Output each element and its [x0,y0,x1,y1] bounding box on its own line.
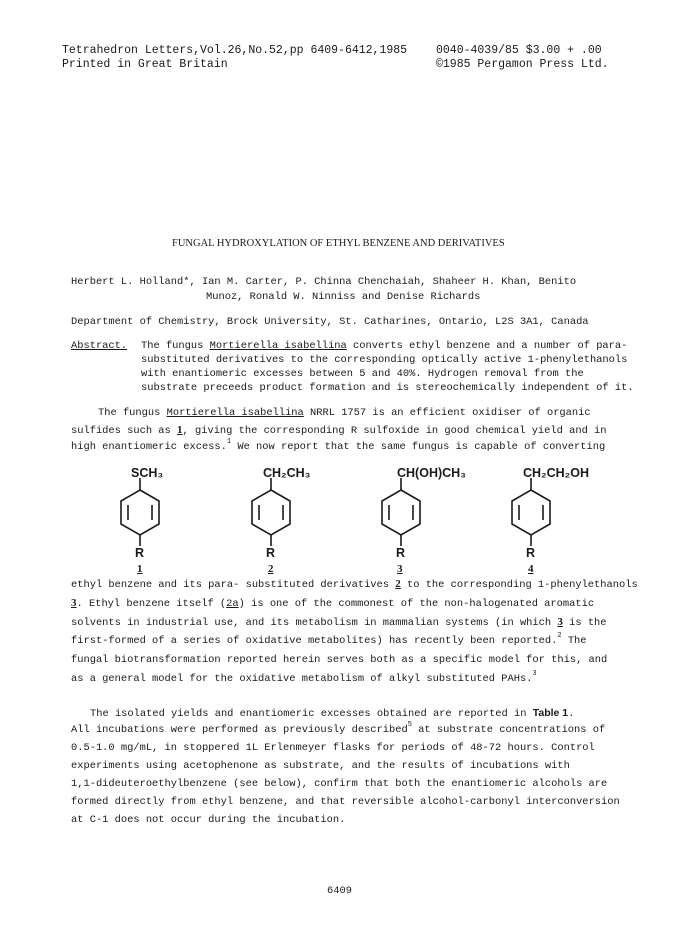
para-text: We now report that the same fungus is capable of converting [231,441,606,453]
para-text: ethyl benzene and its para- substituted derivatives [71,579,396,591]
para2-line-6 [71,670,537,685]
page-number: 6409 [327,885,352,897]
compound-number: 1 [177,424,183,436]
para-text: The fungus [98,407,167,419]
structure-2-group: CH₂CH₃ [263,466,311,480]
structure-2-substituent: R [266,546,276,560]
para3-line-4: experiments using acetophenone as substrate, and the results of incubations with [71,760,570,772]
benzene-ring-3 [382,478,420,546]
para-text: ) is one of the commonest of the non-halogenated aromatic [238,598,595,610]
para2-line-3 [71,616,607,629]
benzene-ring-4 [512,478,550,546]
compound-number: 3 [557,616,563,628]
para3-line-6: formed directly from ethyl benzene, and that reversible alcohol-carbonyl interconversion [71,796,620,808]
para2-line-5: fungal biotransformation reported herein serves both as a specific model for this, and [71,654,608,666]
affiliation: Department of Chemistry, Brock University, St. Catharines, Ontario, L2S 3A1, Canada [71,316,589,328]
structure-3-number: 3 [397,563,403,575]
para3-line-5: 1,1-dideuteroethylbenzene (see below), confirm that both the enantiomeric alcohols are [71,778,608,790]
abstract-label [71,340,127,352]
organism-name: Mortierella isabellina [166,407,304,419]
para3-line-1 [90,707,574,720]
abstract-line-4: substrate preceeds product formation and is stereochemically independent of it. [141,382,634,394]
para1-line-1 [98,407,591,419]
copyright: ©1985 Pergamon Press Ltd. [436,58,609,71]
abstract-label-text: Abstract. [71,340,128,352]
abstract-line-2: substituted derivatives to the corresponding optically active 1-phenylethanols [141,354,628,366]
abstract-text: The fungus [141,340,210,352]
structure-1-number: 1 [137,563,143,575]
issn-price: 0040-4039/85 $3.00 + .00 [436,44,602,57]
authors-line-1: Herbert L. Holland*, Ian M. Carter, P. Chinna Chenchaiah, Shaheer H. Khan, Benito [71,276,577,288]
journal-citation: Tetrahedron Letters,Vol.26,No.52,pp 6409-6412,1985 [62,44,408,57]
para1-line-3 [71,438,606,453]
abstract-text: converts ethyl benzene and a number of para- [346,340,628,352]
para-text: first-formed of a series of oxidative metabolites) has recently been reported. [71,635,558,647]
para3-line-3: 0.5-1.0 mg/mL, in stoppered 1L Erlenmeyer flasks for periods of 48-72 hours. Control [71,742,595,754]
para-text: , giving the corresponding R sulfoxide in good chemical yield and in [182,425,607,437]
para-text: is the [562,617,607,629]
reference-superscript: 2 [557,632,562,640]
reference-superscript: 3 [532,670,537,678]
structure-1-group: SCH₃ [131,466,164,480]
benzene-rings [0,478,680,550]
reference-superscript: 5 [407,721,412,729]
structure-1-substituent: R [135,546,145,560]
para-text: NRRL 1757 is an efficient oxidiser of organic [303,407,591,419]
compound-number: 2a [226,598,239,610]
paper-title: FUNGAL HYDROXYLATION OF ETHYL BENZENE AND DERIVATIVES [172,238,505,249]
para-text: at substrate concentrations of [411,724,606,736]
para-text: solvents in industrial use, and its metabolism in mammalian systems (in which [71,617,558,629]
compound-number: 2 [395,578,401,590]
structure-4-number: 4 [528,563,534,575]
organism-name: Mortierella isabellina [209,340,347,352]
para3-line-2 [71,721,606,736]
para-text: high enantiomeric excess. [71,441,227,453]
para-text: The isolated yields and enantiomeric excesses obtained are reported in [90,708,533,720]
para3-line-7: at C-1 does not occur during the incubation. [71,814,346,826]
para2-line-2 [71,597,594,610]
para-text: All incubations were performed as previously described [71,724,408,736]
structure-4-group: CH₂CH₂OH [523,466,589,480]
para-text: to the corresponding 1-phenylethanols [400,579,638,591]
compound-number: 3 [71,597,77,609]
abstract-line-3: with enantiomeric excesses between 5 and 40%. Hydrogen removal from the [141,368,584,380]
printed-in: Printed in Great Britain [62,58,228,71]
abstract-line-1 [141,340,627,352]
benzene-ring-1 [121,478,159,546]
para-text: The [561,635,587,647]
authors-line-2: Munoz, Ronald W. Ninniss and Denise Richards [206,291,481,303]
structure-4-substituent: R [526,546,536,560]
structure-3-group: CH(OH)CH₃ [397,466,466,480]
para2-line-1 [71,578,638,591]
para-text: . [568,708,575,720]
benzene-ring-2 [252,478,290,546]
structure-3-substituent: R [396,546,406,560]
reference-superscript: 1 [226,438,232,446]
para1-line-2 [71,424,607,437]
para-text: sulfides such as [71,425,178,437]
table-reference: Table 1 [532,707,569,719]
structure-2-number: 2 [268,563,274,575]
para-text: as a general model for the oxidative metabolism of alkyl substituted PAHs. [71,673,533,685]
para-text: . Ethyl benzene itself ( [76,598,227,610]
para2-line-4 [71,632,587,647]
